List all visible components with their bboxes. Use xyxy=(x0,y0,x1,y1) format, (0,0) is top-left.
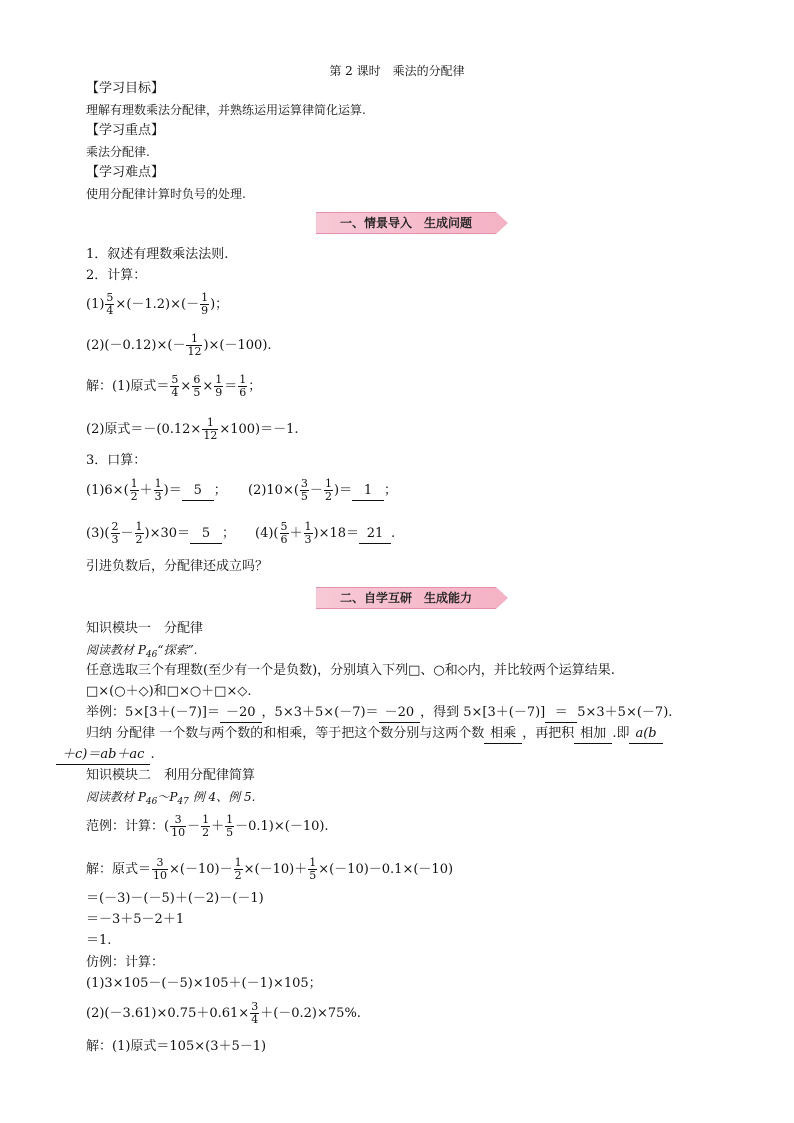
solution-step-2: ＝(－3)－(－5)＋(－2)－(－1) xyxy=(86,891,264,906)
module-2-reading: 阅读教材 $P_{46}\sim P_{47}$ 例 4、例 5. xyxy=(86,790,256,807)
difficult-text: 使用分配律计算时负号的处理. xyxy=(86,187,246,201)
module-2-title: 知识模块二 利用分配律简算 xyxy=(86,768,256,783)
item-3: 3．口算： xyxy=(86,453,147,468)
section-2-banner: 二、自学互研 生成能力 xyxy=(316,587,496,609)
key-text: 乘法分配律. xyxy=(86,145,150,159)
oral-1: (1)6×( $\frac{1}{2}$ ＋ $\frac{1}{3}$ )＝ 5 ； xyxy=(86,477,227,503)
practice-2: (2)(－3.61)×0.75＋0.61× $\frac{3}{4}$ ＋(－0.2)×75%. xyxy=(86,1000,361,1026)
practice-title: 仿例：计算： xyxy=(86,955,165,970)
goal-heading: 【学习目标】 xyxy=(86,81,165,96)
practice-solution: 解：(1)原式＝105×(3＋5－1) xyxy=(86,1039,267,1054)
oral-2: (2)10×( $\frac{3}{5}$ － $\frac{1}{2}$ )＝ 1 ； xyxy=(248,477,398,503)
summary-line: 归纳 分配律 一个数与两个数的和相乘，等于把这个数分别与这两个数 相乘 ，再把积 相加 .即 a(b xyxy=(86,725,663,744)
expression: □×(○＋◇)和□×○＋□×◇. xyxy=(86,684,252,699)
solution-2: (2)原式＝－(0.12× $\frac{1}{12}$ ×100)＝－1. xyxy=(86,416,299,442)
summary-line-cont: ＋c)＝ab＋ac . xyxy=(56,746,155,765)
model-solution: 解：原式＝ $\frac{3}{10}$ ×(－10)－ $\frac{1}{2}$ ×(－10)＋ $\frac{1}{5}$ ×(－10)－0.1×(－10) xyxy=(86,856,454,882)
key-heading: 【学习重点】 xyxy=(86,123,165,138)
item-2: 2．计算： xyxy=(86,268,147,283)
module-1-reading: 阅读教材 $P_{46}“$探索”. xyxy=(86,643,198,660)
solution-1: 解：(1)原式＝ $\frac{5}{4}$ × $\frac{6}{5}$ × $\frac{1}{9}$ ＝ $\frac{1}{6}$ ； xyxy=(86,373,262,399)
example-line: 举例：5×[3＋(－7)]＝ －20 ，5×3＋5×(－7)＝ －20 ，得到 5×[3＋(－7)] ＝ 5×3＋5×(－7). xyxy=(86,704,672,723)
oral-4: (4)( $\frac{5}{6}$ ＋ $\frac{1}{3}$ )×18＝ 21 . xyxy=(255,520,396,546)
problem-1: (1) $\frac{5}{4}$ ×(－1.2)×(－ $\frac{1}{9}$ )； xyxy=(86,291,229,317)
item-1: 1．叙述有理数乘法法则. xyxy=(86,247,229,262)
model-example: 范例：计算：( $\frac{3}{10}$ － $\frac{1}{2}$ ＋ $\frac{1}{5}$ －0.1)×(－10). xyxy=(86,813,329,839)
difficult-heading: 【学习难点】 xyxy=(86,165,165,180)
solution-step-4: ＝1. xyxy=(86,933,112,948)
question: 引进负数后，分配律还成立吗？ xyxy=(86,559,269,574)
problem-2: (2)(－0.12)×(－ $\frac{1}{12}$ )×(－100). xyxy=(86,332,272,358)
practice-1: (1)3×105－(－5)×105＋(－1)×105； xyxy=(86,976,322,991)
solution-step-3: ＝－3＋5－2＋1 xyxy=(86,912,185,927)
oral-3: (3)( $\frac{2}{3}$ － $\frac{1}{2}$ )×30＝ 5 ； xyxy=(86,520,236,546)
goal-text: 理解有理数乘法分配律，并熟练运用运算律简化运算. xyxy=(86,103,366,117)
module-1-title: 知识模块一 分配律 xyxy=(86,621,204,636)
task-text: 任意选取三个有理数(至少有一个是负数)，分别填入下列□、○和◇内，并比较两个运算结果. xyxy=(86,663,615,678)
section-1-banner: 一、情景导入 生成问题 xyxy=(316,212,496,234)
page-title: 第 2 课时 乘法的分配律 xyxy=(329,64,465,78)
